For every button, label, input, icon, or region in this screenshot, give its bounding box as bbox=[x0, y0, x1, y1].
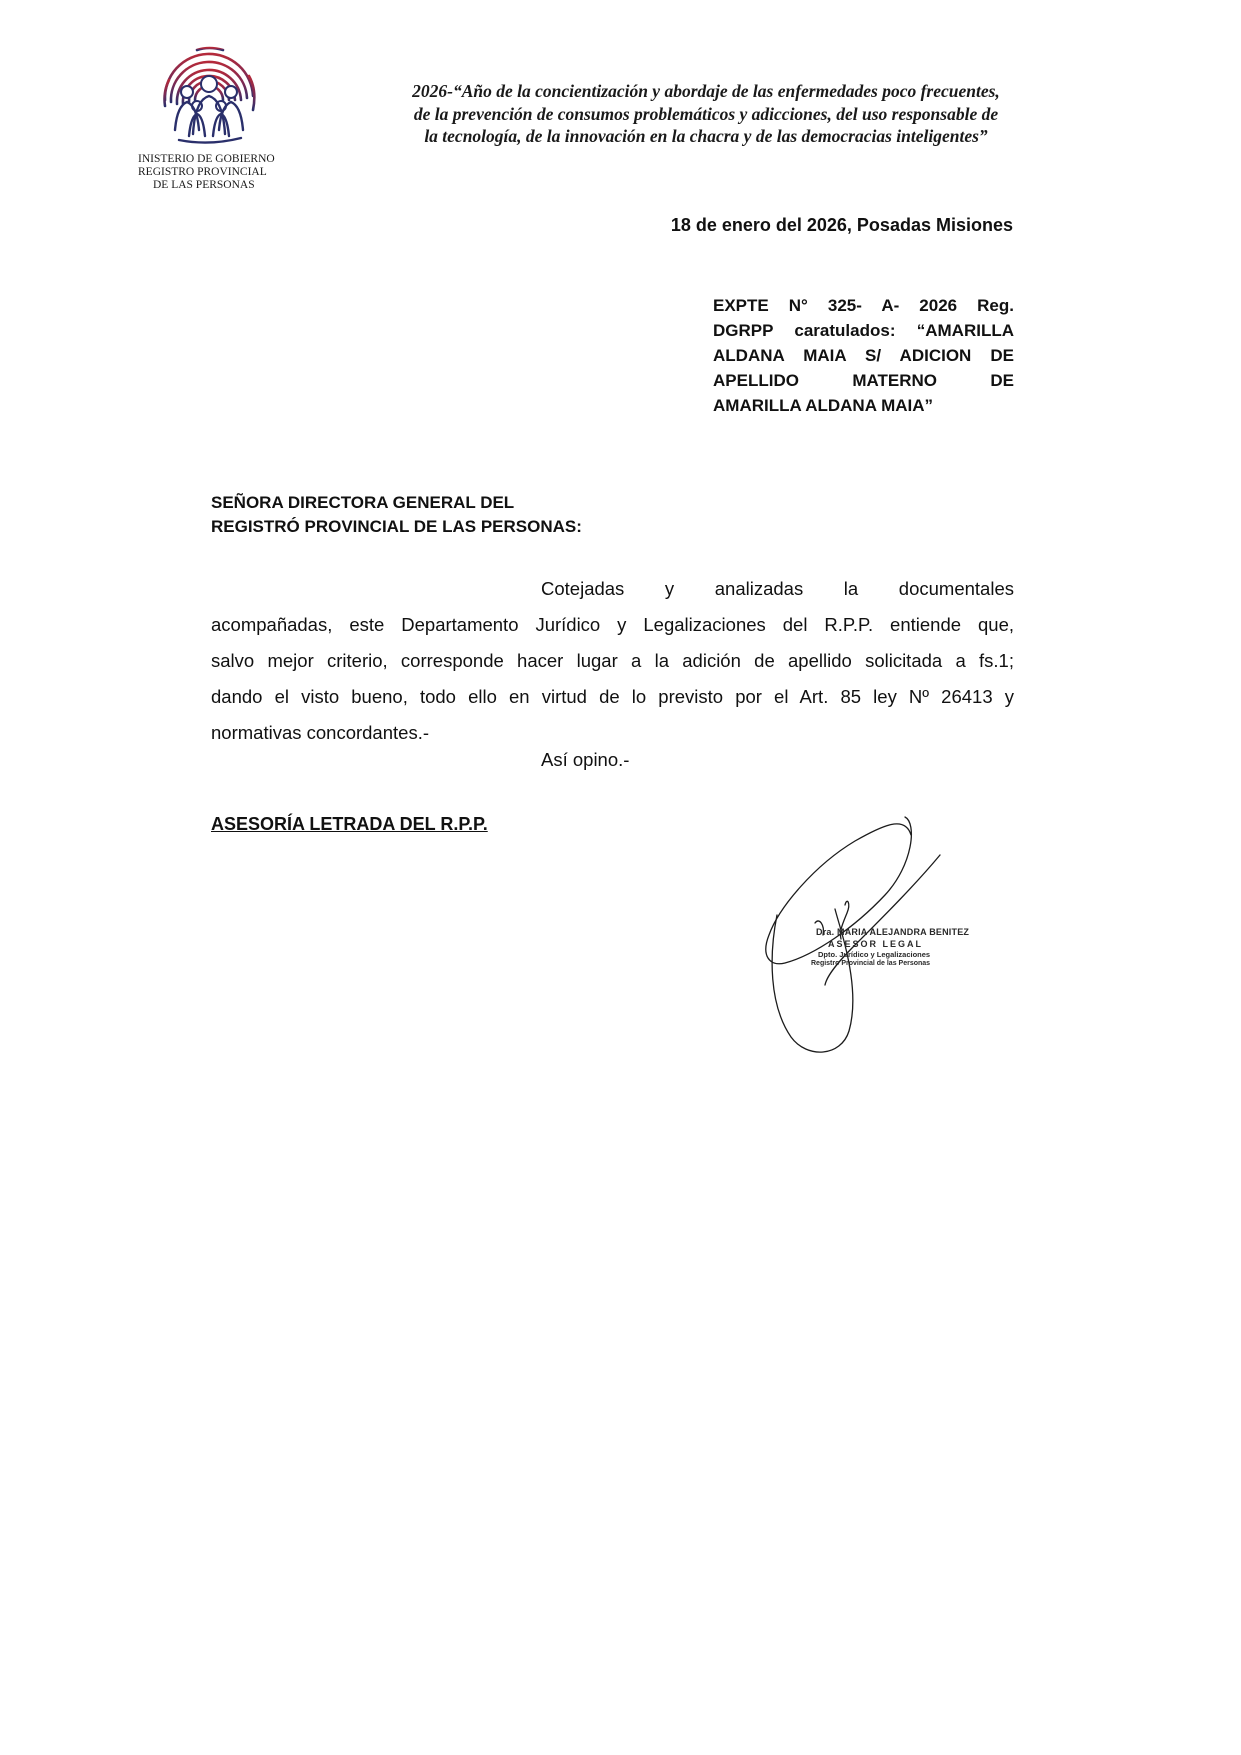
stamp-line: Registro Provincial de las Personas bbox=[811, 960, 931, 967]
expediente-reference bbox=[713, 293, 1014, 418]
stamp-line: Dra. MARIA ALEJANDRA BENITEZ bbox=[816, 927, 970, 937]
expediente-line: APELLIDO MATERNO DE bbox=[713, 371, 1014, 390]
expediente-line: AMARILLA ALDANA MAIA” bbox=[713, 396, 934, 415]
expediente-line: ALDANA MAIA S/ ADICION DE bbox=[713, 346, 1014, 365]
paragraph-line: normativas concordantes.- bbox=[211, 722, 429, 743]
addressee bbox=[211, 491, 582, 539]
expediente-line: DGRPP caratulados: “AMARILLA bbox=[713, 321, 1014, 340]
motto-line: la tecnología, de la innovación en la chacra y de las democracias inteligentes” bbox=[424, 126, 988, 146]
expediente-line: EXPTE N° 325- A- 2026 Reg. bbox=[713, 296, 1014, 315]
motto-line: de la prevención de consumos problemáticos y adicciones, del uso responsable de bbox=[413, 103, 999, 124]
paragraph-line: dando el visto bueno, todo ello en virtud de lo previsto por el Art. 85 ley Nº 26413 y bbox=[211, 686, 1014, 707]
addressee-line: REGISTRÓ PROVINCIAL DE LAS PERSONAS: bbox=[211, 517, 582, 536]
institution-line: INISTERIO DE GOBIERNO bbox=[138, 153, 275, 165]
institution-line: DE LAS PERSONAS bbox=[153, 179, 255, 191]
paragraph-line: salvo mejor criterio, corresponde hacer lugar a la adición de apellido solicitada a fs.1; bbox=[211, 650, 1014, 671]
closing-text: Así opino.- bbox=[541, 749, 630, 770]
institution-line: REGISTRO PROVINCIAL bbox=[138, 166, 267, 178]
year-motto bbox=[350, 80, 1062, 148]
stamp-line: ASESOR LEGAL bbox=[828, 939, 924, 949]
paragraph-line: Cotejadas y analizadas la documentales bbox=[541, 578, 1014, 599]
date-place: 18 de enero del 2026, Posadas Misiones bbox=[670, 215, 1013, 235]
fingerprint-family-logo-icon bbox=[157, 40, 261, 146]
addressee-line: SEÑORA DIRECTORA GENERAL DEL bbox=[211, 493, 515, 512]
stamp-line: Dpto. Jurídico y Legalizaciones bbox=[818, 950, 931, 959]
signature-block-title: ASESORÍA LETRADA DEL R.P.P. bbox=[211, 814, 488, 834]
motto-line: 2026-“Año de la concientización y abordaje de las enfermedades poco frecuentes, bbox=[412, 81, 1000, 101]
paragraph-line: acompañadas, este Departamento Jurídico y Legalizaciones del R.P.P. entiende que, bbox=[211, 614, 1014, 635]
opinion-paragraph bbox=[211, 571, 1014, 751]
